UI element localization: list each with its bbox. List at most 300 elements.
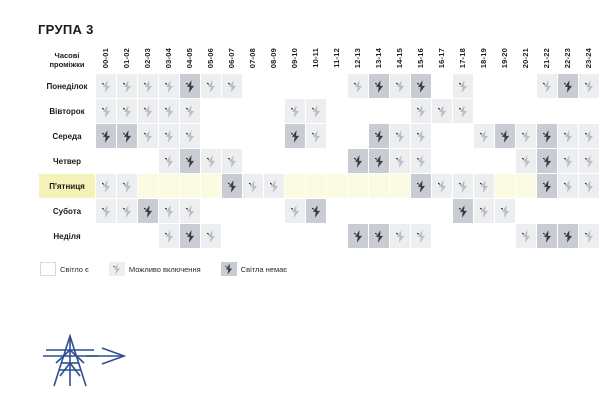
slot-cell[interactable] (558, 124, 579, 149)
slot-cell[interactable] (537, 199, 558, 224)
slot-cell[interactable] (474, 99, 495, 124)
slot-cell[interactable] (306, 224, 327, 249)
slot-cell[interactable] (369, 74, 390, 99)
slot-cell[interactable] (222, 124, 243, 149)
hour-header-label: 06-07 (227, 47, 236, 68)
slot-cell[interactable] (180, 224, 201, 249)
slot-cell[interactable] (516, 199, 537, 224)
bolt-icon (459, 105, 468, 118)
slot-cell[interactable] (117, 174, 138, 199)
hour-header-label: 01-02 (122, 47, 131, 68)
hour-header-label: 00-01 (101, 47, 110, 68)
hour-header (537, 47, 558, 74)
slot-cell[interactable] (495, 199, 516, 224)
hour-header-label: 13-14 (374, 47, 383, 68)
table-row (39, 124, 600, 149)
slot-cell[interactable] (516, 224, 537, 249)
bolt-icon (312, 205, 321, 218)
slot-cell[interactable] (243, 149, 264, 174)
slot-cell[interactable] (327, 174, 348, 199)
legend-item (40, 262, 89, 276)
slot-cell[interactable] (537, 224, 558, 249)
bolt-icon (354, 80, 363, 93)
slot-cell[interactable] (453, 124, 474, 149)
bolt-icon (480, 205, 489, 218)
legend-label: Світло є (60, 264, 89, 274)
slot-cell[interactable] (474, 74, 495, 99)
bolt-icon (144, 205, 153, 218)
slot-cell[interactable] (327, 124, 348, 149)
bolt-icon (543, 80, 552, 93)
day-label: Середа (39, 124, 96, 149)
slot-cell[interactable] (411, 199, 432, 224)
slot-cell[interactable] (453, 99, 474, 124)
slot-cell[interactable] (516, 149, 537, 174)
slot-cell[interactable] (348, 199, 369, 224)
table-row (39, 149, 600, 174)
slot-cell[interactable] (558, 174, 579, 199)
slot-cell[interactable] (537, 174, 558, 199)
bolt-icon (438, 180, 447, 193)
corner-label-line1: Часові (54, 51, 80, 60)
slot-cell[interactable] (264, 149, 285, 174)
slot-cell[interactable] (516, 124, 537, 149)
bolt-icon (186, 205, 195, 218)
bolt-icon (417, 80, 426, 93)
slot-cell[interactable] (327, 149, 348, 174)
bolt-icon (564, 80, 573, 93)
slot-cell[interactable] (558, 199, 579, 224)
hour-header (285, 47, 306, 74)
bolt-icon (291, 105, 300, 118)
slot-cell[interactable] (558, 74, 579, 99)
bolt-icon (207, 80, 216, 93)
slot-cell[interactable] (558, 99, 579, 124)
day-label: Понеділок (39, 74, 96, 99)
slot-cell[interactable] (222, 224, 243, 249)
hour-header-label: 19-20 (500, 47, 509, 68)
slot-cell[interactable] (264, 174, 285, 199)
hour-header (390, 47, 411, 74)
bolt-icon (459, 80, 468, 93)
legend-swatch (221, 262, 237, 276)
slot-cell[interactable] (411, 99, 432, 124)
bolt-icon (102, 180, 111, 193)
slot-cell[interactable] (264, 199, 285, 224)
slot-cell[interactable] (495, 74, 516, 99)
hour-header (453, 47, 474, 74)
slot-cell[interactable] (306, 174, 327, 199)
slot-cell[interactable] (201, 99, 222, 124)
slot-cell[interactable] (432, 74, 453, 99)
hour-header-label: 10-11 (311, 48, 320, 68)
slot-cell[interactable] (453, 174, 474, 199)
legend-label: Світла немає (240, 264, 288, 274)
slot-cell[interactable] (138, 149, 159, 174)
hour-header-label: 02-03 (143, 47, 152, 68)
slot-cell[interactable] (306, 124, 327, 149)
hour-header (243, 47, 264, 74)
slot-cell[interactable] (495, 174, 516, 199)
slot-cell[interactable] (306, 149, 327, 174)
hour-header (264, 47, 285, 74)
bolt-icon (186, 230, 195, 243)
slot-cell[interactable] (474, 224, 495, 249)
bolt-icon (396, 155, 405, 168)
bolt-icon (186, 155, 195, 168)
slot-cell[interactable] (411, 174, 432, 199)
bolt-icon (144, 105, 153, 118)
hour-header (474, 47, 495, 74)
slot-cell[interactable] (432, 174, 453, 199)
slot-cell[interactable] (96, 74, 117, 99)
slot-cell[interactable] (243, 174, 264, 199)
bolt-icon (438, 105, 447, 118)
slot-cell[interactable] (453, 224, 474, 249)
slot-cell[interactable] (390, 124, 411, 149)
bolt-icon (228, 155, 237, 168)
hour-header (222, 47, 243, 74)
slot-cell[interactable] (327, 199, 348, 224)
bolt-icon (375, 155, 384, 168)
legend-swatch (40, 262, 56, 276)
slot-cell[interactable] (180, 99, 201, 124)
slot-cell[interactable] (306, 199, 327, 224)
bolt-icon (102, 130, 111, 143)
slot-cell[interactable] (264, 99, 285, 124)
bolt-icon (522, 230, 531, 243)
bolt-icon (123, 80, 132, 93)
bolt-icon (375, 230, 384, 243)
bolt-icon (228, 80, 237, 93)
slot-cell[interactable] (138, 74, 159, 99)
hour-header-label: 16-17 (437, 47, 446, 68)
hour-header (579, 47, 600, 74)
bolt-icon (417, 230, 426, 243)
slot-cell[interactable] (201, 224, 222, 249)
bolt-icon (501, 205, 510, 218)
slot-cell[interactable] (159, 149, 180, 174)
slot-cell[interactable] (390, 199, 411, 224)
table-row (39, 224, 600, 249)
slot-cell[interactable] (285, 174, 306, 199)
slot-cell[interactable] (201, 124, 222, 149)
bolt-icon (249, 180, 258, 193)
slot-cell[interactable] (390, 99, 411, 124)
slot-cell[interactable] (306, 74, 327, 99)
bolt-icon (102, 105, 111, 118)
bolt-icon (564, 230, 573, 243)
bolt-icon (543, 130, 552, 143)
slot-cell[interactable] (96, 99, 117, 124)
slot-cell[interactable] (96, 124, 117, 149)
hour-header-label: 18-19 (479, 47, 488, 68)
company-logo (40, 330, 126, 388)
slot-cell[interactable] (159, 199, 180, 224)
bolt-icon (543, 155, 552, 168)
slot-cell[interactable] (348, 124, 369, 149)
bolt-icon (144, 80, 153, 93)
hour-header (369, 47, 390, 74)
slot-cell[interactable] (138, 174, 159, 199)
slot-cell[interactable] (96, 224, 117, 249)
slot-cell[interactable] (474, 174, 495, 199)
bolt-icon (165, 230, 174, 243)
slot-cell[interactable] (243, 74, 264, 99)
slot-cell[interactable] (369, 199, 390, 224)
slot-cell[interactable] (117, 74, 138, 99)
slot-cell[interactable] (453, 199, 474, 224)
bolt-icon (585, 180, 594, 193)
slot-cell[interactable] (390, 149, 411, 174)
bolt-icon (417, 180, 426, 193)
hour-header-label: 15-16 (416, 47, 425, 68)
slot-cell[interactable] (474, 124, 495, 149)
slot-cell[interactable] (348, 149, 369, 174)
bolt-icon (585, 230, 594, 243)
slot-cell[interactable] (579, 149, 600, 174)
table-header-row (39, 47, 600, 74)
slot-cell[interactable] (180, 199, 201, 224)
slot-cell[interactable] (138, 99, 159, 124)
bolt-icon (144, 130, 153, 143)
corner-label-line2: проміжки (49, 60, 85, 69)
slot-cell[interactable] (138, 224, 159, 249)
slot-cell[interactable] (537, 149, 558, 174)
slot-cell[interactable] (432, 99, 453, 124)
legend-swatch (109, 262, 125, 276)
slot-cell[interactable] (159, 224, 180, 249)
slot-cell[interactable] (348, 99, 369, 124)
slot-cell[interactable] (411, 74, 432, 99)
slot-cell[interactable] (285, 99, 306, 124)
slot-cell[interactable] (285, 74, 306, 99)
slot-cell[interactable] (558, 224, 579, 249)
slot-cell[interactable] (285, 199, 306, 224)
bolt-icon (543, 230, 552, 243)
slot-cell[interactable] (495, 149, 516, 174)
bolt-icon (522, 155, 531, 168)
bolt-icon (102, 205, 111, 218)
bolt-icon (186, 105, 195, 118)
day-label: Субота (39, 199, 96, 224)
bolt-icon (165, 205, 174, 218)
slot-cell[interactable] (411, 224, 432, 249)
slot-cell[interactable] (327, 74, 348, 99)
hour-header-label: 17-18 (458, 47, 467, 68)
bolt-icon (396, 130, 405, 143)
hour-header (327, 47, 348, 74)
slot-cell[interactable] (222, 74, 243, 99)
slot-cell[interactable] (474, 199, 495, 224)
table-row (39, 174, 600, 199)
slot-cell[interactable] (201, 199, 222, 224)
slot-cell[interactable] (579, 99, 600, 124)
slot-cell[interactable] (516, 74, 537, 99)
hour-header-label: 22-23 (563, 47, 572, 68)
slot-cell[interactable] (243, 224, 264, 249)
slot-cell[interactable] (390, 224, 411, 249)
bolt-icon (113, 264, 121, 275)
slot-cell[interactable] (180, 124, 201, 149)
bolt-icon (165, 80, 174, 93)
slot-cell[interactable] (96, 174, 117, 199)
hour-header-label: 04-05 (185, 47, 194, 68)
slot-cell[interactable] (411, 149, 432, 174)
slot-cell[interactable] (432, 149, 453, 174)
hour-header (495, 47, 516, 74)
bolt-icon (585, 130, 594, 143)
slot-cell[interactable] (117, 224, 138, 249)
table-body (39, 74, 600, 249)
hour-header-label: 09-10 (290, 47, 299, 68)
slot-cell[interactable] (369, 124, 390, 149)
bolt-icon (186, 130, 195, 143)
slot-cell[interactable] (201, 149, 222, 174)
slot-cell[interactable] (117, 149, 138, 174)
bolt-icon (417, 130, 426, 143)
corner-header (39, 47, 96, 74)
day-label: Четвер (39, 149, 96, 174)
slot-cell[interactable] (579, 124, 600, 149)
hour-header-label: 23-24 (584, 47, 593, 68)
hour-header (348, 47, 369, 74)
slot-cell[interactable] (117, 199, 138, 224)
slot-cell[interactable] (96, 199, 117, 224)
slot-cell[interactable] (243, 199, 264, 224)
bolt-icon (501, 130, 510, 143)
slot-cell[interactable] (369, 99, 390, 124)
slot-cell[interactable] (579, 174, 600, 199)
slot-cell[interactable] (495, 124, 516, 149)
slot-cell[interactable] (390, 174, 411, 199)
slot-cell[interactable] (306, 99, 327, 124)
hour-header-label: 12-13 (353, 47, 362, 68)
slot-cell[interactable] (138, 199, 159, 224)
slot-cell[interactable] (474, 149, 495, 174)
slot-cell[interactable] (537, 74, 558, 99)
slot-cell[interactable] (264, 124, 285, 149)
slot-cell[interactable] (327, 99, 348, 124)
slot-cell[interactable] (369, 224, 390, 249)
slot-cell[interactable] (579, 224, 600, 249)
slot-cell[interactable] (348, 74, 369, 99)
slot-cell[interactable] (285, 124, 306, 149)
slot-cell[interactable] (285, 149, 306, 174)
bolt-icon (417, 105, 426, 118)
slot-cell[interactable] (516, 99, 537, 124)
footer-divider (0, 392, 600, 400)
slot-cell[interactable] (180, 174, 201, 199)
slot-cell[interactable] (222, 199, 243, 224)
slot-cell[interactable] (222, 99, 243, 124)
slot-cell[interactable] (96, 149, 117, 174)
bolt-icon (102, 80, 111, 93)
table-row (39, 99, 600, 124)
slot-cell[interactable] (327, 224, 348, 249)
slot-cell[interactable] (516, 174, 537, 199)
legend (40, 262, 303, 276)
hour-header (138, 47, 159, 74)
day-label: Неділя (39, 224, 96, 249)
bolt-icon (207, 230, 216, 243)
bolt-icon (165, 155, 174, 168)
bolt-icon (522, 130, 531, 143)
slot-cell[interactable] (222, 174, 243, 199)
bolt-icon (312, 130, 321, 143)
slot-cell[interactable] (222, 149, 243, 174)
day-label: П'ятниця (39, 174, 96, 199)
slot-cell[interactable] (159, 74, 180, 99)
bolt-icon (354, 230, 363, 243)
bolt-icon (312, 105, 321, 118)
hour-header (432, 47, 453, 74)
slot-cell[interactable] (537, 99, 558, 124)
table-row (39, 199, 600, 224)
hour-header (558, 47, 579, 74)
slot-cell[interactable] (432, 124, 453, 149)
slot-cell[interactable] (369, 174, 390, 199)
bolt-icon (480, 130, 489, 143)
slot-cell[interactable] (390, 74, 411, 99)
slot-cell[interactable] (432, 224, 453, 249)
bolt-icon (123, 205, 132, 218)
slot-cell[interactable] (537, 124, 558, 149)
hour-header-label: 21-22 (542, 47, 551, 68)
hour-header-label: 07-08 (248, 47, 257, 68)
slot-cell[interactable] (159, 124, 180, 149)
slot-cell[interactable] (201, 174, 222, 199)
slot-cell[interactable] (285, 224, 306, 249)
slot-cell[interactable] (243, 124, 264, 149)
slot-cell[interactable] (453, 149, 474, 174)
slot-cell[interactable] (264, 74, 285, 99)
slot-cell[interactable] (117, 124, 138, 149)
slot-cell[interactable] (432, 199, 453, 224)
slot-cell[interactable] (495, 99, 516, 124)
bolt-icon (417, 155, 426, 168)
slot-cell[interactable] (579, 199, 600, 224)
hour-header (180, 47, 201, 74)
slot-cell[interactable] (159, 174, 180, 199)
slot-cell[interactable] (264, 224, 285, 249)
bolt-icon (270, 180, 279, 193)
hour-header-label: 03-04 (164, 47, 173, 68)
slot-cell[interactable] (159, 99, 180, 124)
slot-cell[interactable] (579, 74, 600, 99)
slot-cell[interactable] (201, 74, 222, 99)
bolt-icon (480, 180, 489, 193)
hour-header-label: 14-15 (395, 47, 404, 68)
slot-cell[interactable] (117, 99, 138, 124)
hour-header (96, 47, 117, 74)
hour-header-label: 11-12 (332, 48, 341, 68)
slot-cell[interactable] (495, 224, 516, 249)
slot-cell[interactable] (138, 124, 159, 149)
slot-cell[interactable] (453, 74, 474, 99)
slot-cell[interactable] (411, 124, 432, 149)
slot-cell[interactable] (369, 149, 390, 174)
slot-cell[interactable] (558, 149, 579, 174)
slot-cell[interactable] (348, 174, 369, 199)
bolt-icon (585, 155, 594, 168)
slot-cell[interactable] (180, 149, 201, 174)
bolt-icon (585, 80, 594, 93)
bolt-icon (354, 155, 363, 168)
slot-cell[interactable] (180, 74, 201, 99)
slot-cell[interactable] (348, 224, 369, 249)
slot-cell[interactable] (243, 99, 264, 124)
